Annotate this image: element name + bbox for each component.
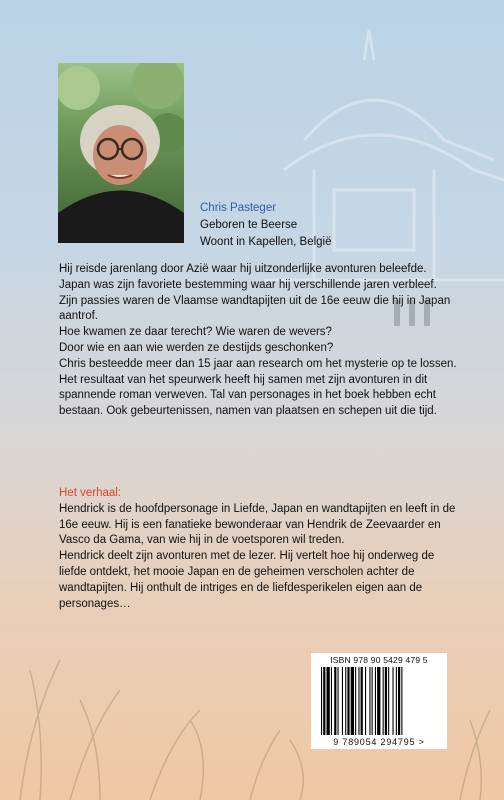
barcode-bar bbox=[321, 667, 322, 735]
barcode-bar bbox=[398, 667, 400, 735]
barcode-bars bbox=[311, 653, 447, 749]
author-photo bbox=[58, 63, 184, 243]
story-heading: Het verhaal: bbox=[59, 487, 122, 499]
bio-paragraph: Zijn passies waren de Vlaamse wandtapijten uit de 16e eeuw die hij in Japan aantrof. bbox=[59, 294, 451, 323]
author-name: Chris Pasteger bbox=[200, 202, 277, 214]
author-biography bbox=[59, 262, 459, 420]
barcode-bar bbox=[347, 667, 349, 735]
barcode-bar bbox=[377, 667, 380, 735]
barcode-bar bbox=[383, 667, 384, 735]
author-residence: Woont in Kapellen, België bbox=[200, 236, 332, 248]
bio-paragraph: Het resultaat van het speurwerk heeft hij samen met zijn avonturen in dit spannende roman verweven. Tal van personages in het boek hebben echt bestaan. Ook gebeurtenissen, namen van plaatsen en schepen uit die tijd. bbox=[59, 373, 437, 418]
barcode-bar bbox=[372, 667, 373, 735]
barcode-bar bbox=[388, 667, 389, 735]
barcode-bar bbox=[361, 667, 363, 735]
barcode-bar bbox=[323, 667, 325, 735]
barcode-bar bbox=[338, 667, 339, 735]
barcode-bar bbox=[396, 667, 397, 735]
story-synopsis bbox=[59, 486, 459, 612]
story-paragraph: Hendrick is de hoofdpersonage in Liefde, Japan en wandtapijten en leeft in de 16e eeuw. Hij is een fanatieke bewonderaar van Hendrik de Zeevaarder en Vasco da Gama, van wie hij in de voetsporen wil treden. bbox=[59, 502, 456, 547]
barcode-bar bbox=[334, 667, 336, 735]
barcode-bar bbox=[401, 667, 402, 735]
barcode-bar bbox=[331, 667, 332, 735]
author-info bbox=[200, 200, 332, 251]
isbn-label: ISBN 978 90 5429 479 5 bbox=[330, 655, 428, 665]
barcode-bar bbox=[351, 667, 354, 735]
barcode-bar bbox=[345, 667, 346, 735]
barcode-bar bbox=[365, 667, 366, 735]
barcode-bar bbox=[358, 667, 359, 735]
barcode-bar bbox=[327, 667, 330, 735]
bio-paragraph: Hoe kwamen ze daar terecht? Wie waren de wevers? bbox=[59, 326, 332, 339]
isbn-barcode bbox=[311, 653, 447, 749]
isbn-digits: 9 789054 294795 > bbox=[333, 737, 425, 747]
bio-paragraph: Hij reisde jarenlang door Azië waar hij uitzonderlijke avonturen beleefde. Japan was zijn favoriete bestemming waar hij verschillende jaren verbleef. bbox=[59, 263, 437, 291]
barcode-bar bbox=[375, 667, 376, 735]
barcode-bar bbox=[342, 667, 343, 735]
barcode-bar bbox=[393, 667, 394, 735]
barcode-bar bbox=[369, 667, 370, 735]
barcode-bar bbox=[355, 667, 356, 735]
story-paragraph: Hendrick deelt zijn avonturen met de lezer. Hij vertelt hoe hij onderweg de liefde ontdekt, het mooie Japan en de geheimen verscholen achter de wandtapijten. Hij onthult de intriges en de liefdesperikelen eigen aan de personages… bbox=[59, 550, 435, 610]
author-birthplace: Geboren te Beerse bbox=[200, 219, 298, 231]
bio-paragraph: Door wie en aan wie werden ze destijds geschonken? bbox=[59, 341, 334, 354]
bio-paragraph: Chris besteedde meer dan 15 jaar aan research om het mysterie op te lossen. bbox=[59, 357, 457, 370]
barcode-bar bbox=[385, 667, 387, 735]
